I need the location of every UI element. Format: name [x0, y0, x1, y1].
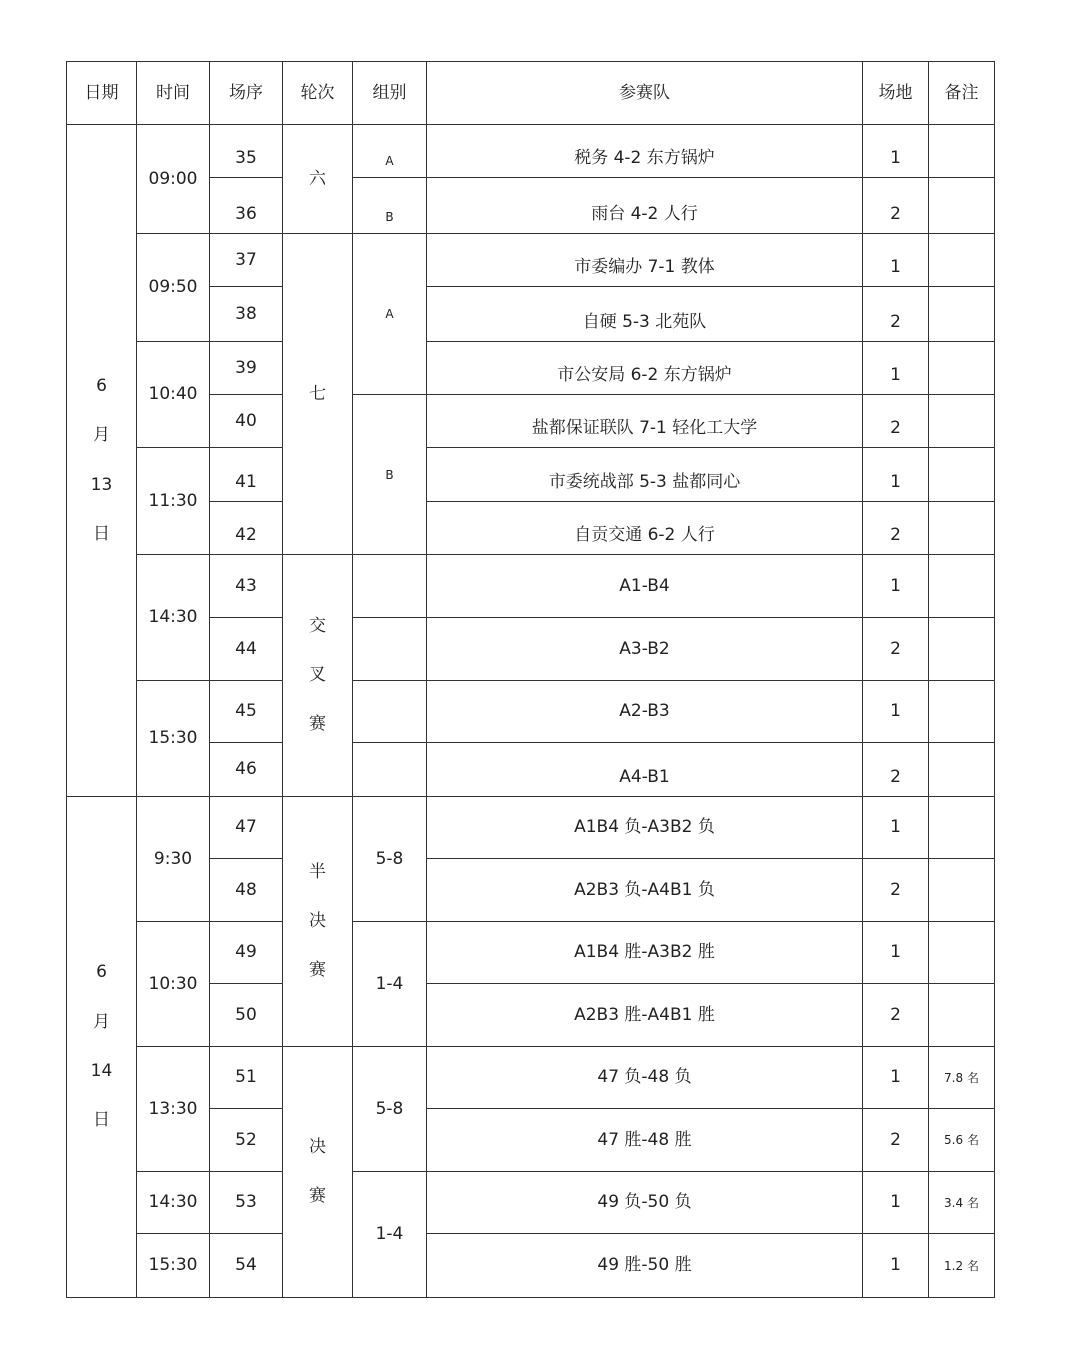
table-row	[67, 234, 995, 287]
header-time: 时间	[137, 62, 210, 125]
venue-cell: 2	[863, 178, 929, 234]
group-cell: A	[353, 125, 427, 178]
table-row	[67, 125, 995, 178]
venue-cell: 1	[863, 125, 929, 178]
table-row	[67, 555, 995, 618]
round-char: 半	[309, 861, 326, 882]
round-char: 叉	[309, 664, 326, 685]
round-cell	[283, 797, 353, 1047]
date-day: 14	[90, 1061, 113, 1081]
venue-cell: 2	[863, 502, 929, 555]
teams-cell: 市委统战部 5-3 盐都同心	[427, 448, 863, 502]
group-cell: A	[353, 234, 427, 395]
venue-cell: 2	[863, 618, 929, 681]
date-month: 6	[96, 962, 107, 983]
match-no: 50	[210, 984, 283, 1047]
match-no: 53	[210, 1172, 283, 1234]
venue-cell: 1	[863, 448, 929, 502]
teams-cell: 47 胜-48 胜	[427, 1109, 863, 1172]
time-cell: 15:30	[137, 1234, 210, 1298]
match-no: 45	[210, 681, 283, 743]
time-cell: 09:00	[137, 125, 210, 234]
match-no: 54	[210, 1234, 283, 1298]
note-cell: 3.4 名	[929, 1172, 995, 1234]
match-no: 39	[210, 342, 283, 395]
venue-cell: 1	[863, 555, 929, 618]
group-cell	[353, 681, 427, 743]
venue-cell: 1	[863, 922, 929, 984]
teams-cell: 47 负-48 负	[427, 1047, 863, 1109]
group-cell	[353, 555, 427, 618]
note-cell	[929, 984, 995, 1047]
date-month: 6	[96, 375, 107, 396]
venue-cell: 1	[863, 681, 929, 743]
group-cell	[353, 743, 427, 797]
date-cell-14	[67, 797, 137, 1298]
time-cell: 11:30	[137, 448, 210, 555]
teams-cell: 市委编办 7-1 教体	[427, 234, 863, 287]
note-cell	[929, 618, 995, 681]
venue-cell: 1	[863, 234, 929, 287]
note-cell: 1.2 名	[929, 1234, 995, 1298]
note-cell	[929, 859, 995, 922]
group-cell: 5-8	[353, 797, 427, 922]
match-no: 49	[210, 922, 283, 984]
header-teams: 参赛队	[427, 62, 863, 125]
teams-cell: A1B4 负-A3B2 负	[427, 797, 863, 859]
note-cell	[929, 178, 995, 234]
teams-cell: 49 负-50 负	[427, 1172, 863, 1234]
venue-cell: 2	[863, 743, 929, 797]
teams-cell: 自硬 5-3 北苑队	[427, 287, 863, 342]
match-no: 41	[210, 448, 283, 502]
round-char: 赛	[309, 714, 326, 735]
date-month-char: 月	[93, 1011, 110, 1032]
teams-cell: 雨台 4-2 人行	[427, 178, 863, 234]
venue-cell: 2	[863, 859, 929, 922]
match-no: 35	[210, 125, 283, 178]
round-cell: 六	[283, 125, 353, 234]
round-char: 赛	[309, 960, 326, 981]
header-row	[67, 62, 995, 125]
header-match-no: 场序	[210, 62, 283, 125]
note-cell: 5.6 名	[929, 1109, 995, 1172]
round-cell: 七	[283, 234, 353, 555]
match-no: 46	[210, 743, 283, 797]
teams-cell: A4-B1	[427, 743, 863, 797]
teams-cell: A2B3 胜-A4B1 胜	[427, 984, 863, 1047]
note-cell	[929, 342, 995, 395]
table-row	[67, 448, 995, 502]
match-no: 48	[210, 859, 283, 922]
header-round: 轮次	[283, 62, 353, 125]
group-cell: 5-8	[353, 1047, 427, 1172]
round-char: 赛	[309, 1186, 326, 1206]
round-cell	[283, 1047, 353, 1298]
teams-cell: A1B4 胜-A3B2 胜	[427, 922, 863, 984]
note-cell	[929, 743, 995, 797]
match-no: 38	[210, 287, 283, 342]
header-group: 组别	[353, 62, 427, 125]
date-day: 13	[90, 474, 113, 495]
note-cell	[929, 125, 995, 178]
group-cell: B	[353, 178, 427, 234]
match-no: 42	[210, 502, 283, 555]
time-cell: 13:30	[137, 1047, 210, 1172]
teams-cell: 49 胜-50 胜	[427, 1234, 863, 1298]
header-venue: 场地	[863, 62, 929, 125]
venue-cell: 1	[863, 797, 929, 859]
venue-cell: 1	[863, 1047, 929, 1109]
teams-cell: 自贡交通 6-2 人行	[427, 502, 863, 555]
group-cell: 1-4	[353, 1172, 427, 1298]
date-cell-13	[67, 125, 137, 797]
note-cell	[929, 555, 995, 618]
table-row	[67, 1047, 995, 1109]
header-note: 备注	[929, 62, 995, 125]
teams-cell: A2B3 负-A4B1 负	[427, 859, 863, 922]
date-month-char: 月	[93, 425, 110, 446]
teams-cell: 税务 4-2 东方锅炉	[427, 125, 863, 178]
table-row	[67, 797, 995, 859]
header-date: 日期	[67, 62, 137, 125]
match-no: 52	[210, 1109, 283, 1172]
match-no: 47	[210, 797, 283, 859]
match-no: 40	[210, 395, 283, 448]
time-cell: 15:30	[137, 681, 210, 797]
note-cell	[929, 234, 995, 287]
table-row	[67, 1172, 995, 1234]
venue-cell: 1	[863, 1234, 929, 1298]
note-cell	[929, 287, 995, 342]
date-day-char: 日	[93, 1110, 110, 1131]
table-row	[67, 681, 995, 743]
teams-cell: A2-B3	[427, 681, 863, 743]
time-cell: 9:30	[137, 797, 210, 922]
time-cell: 10:40	[137, 342, 210, 448]
table-row	[67, 922, 995, 984]
teams-cell: 盐都保证联队 7-1 轻化工大学	[427, 395, 863, 448]
note-cell	[929, 797, 995, 859]
teams-cell: A3-B2	[427, 618, 863, 681]
time-cell: 14:30	[137, 1172, 210, 1234]
note-cell	[929, 448, 995, 502]
note-cell: 7.8 名	[929, 1047, 995, 1109]
venue-cell: 1	[863, 1172, 929, 1234]
note-cell	[929, 395, 995, 448]
teams-cell: A1-B4	[427, 555, 863, 618]
venue-cell: 1	[863, 342, 929, 395]
group-cell: 1-4	[353, 922, 427, 1047]
schedule-table	[66, 61, 995, 1298]
time-cell: 14:30	[137, 555, 210, 681]
venue-cell: 2	[863, 1109, 929, 1172]
match-no: 37	[210, 234, 283, 287]
venue-cell: 2	[863, 984, 929, 1047]
time-cell: 10:30	[137, 922, 210, 1047]
note-cell	[929, 681, 995, 743]
venue-cell: 2	[863, 395, 929, 448]
time-cell: 09:50	[137, 234, 210, 342]
teams-cell: 市公安局 6-2 东方锅炉	[427, 342, 863, 395]
table-row	[67, 1234, 995, 1298]
round-cell	[283, 555, 353, 797]
match-no: 44	[210, 618, 283, 681]
round-char: 交	[309, 615, 326, 636]
group-cell	[353, 618, 427, 681]
round-char: 决	[309, 1136, 326, 1157]
table-row	[67, 342, 995, 395]
note-cell	[929, 922, 995, 984]
group-cell: B	[353, 395, 427, 555]
match-no: 36	[210, 178, 283, 234]
round-char: 决	[309, 910, 326, 931]
date-day-char: 日	[93, 523, 110, 544]
venue-cell: 2	[863, 287, 929, 342]
match-no: 43	[210, 555, 283, 618]
note-cell	[929, 502, 995, 555]
match-no: 51	[210, 1047, 283, 1109]
